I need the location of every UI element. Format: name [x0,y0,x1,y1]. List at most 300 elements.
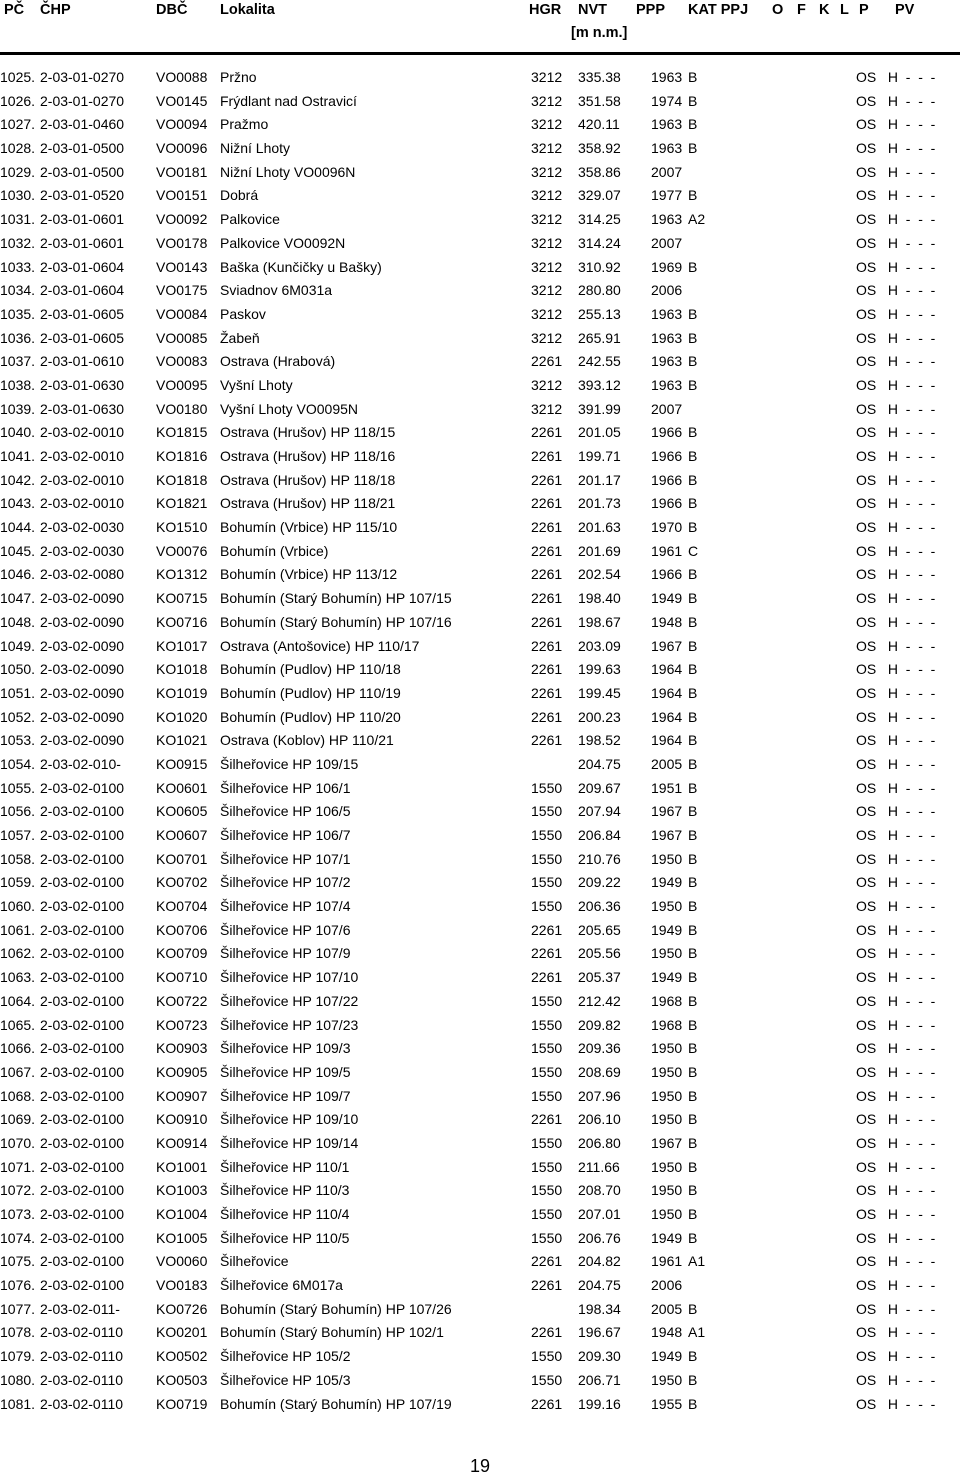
cell-ppp: 1967 [651,827,683,843]
cell-nvt: 329.07 [578,187,621,204]
cell-no: 1070. [0,1134,36,1151]
cell-hgr: 2261 [531,708,563,725]
cell-nvt: 205.37 [578,969,621,986]
cell-dbc: KO0503 [156,1371,208,1388]
cell-dbc: KO0907 [156,1087,208,1104]
cell-hgr: 2261 [531,353,563,370]
cell-lok: Šilheřovice 6M017a [220,1277,343,1294]
cell-lok: Bohumín (Pudlov) HP 110/18 [220,661,401,678]
cell-kat: B [688,1134,698,1151]
cell-nvt: 202.54 [578,566,621,583]
table-row [0,1298,960,1322]
cell-ofk: OS H - - - [856,282,936,299]
cell-lok: Bohumín (Starý Bohumín) HP 107/26 [220,1300,452,1317]
cell-ofk: OS H - - - [856,803,936,820]
cell-hgr: 2261 [531,566,563,583]
cell-ppp: 1948 [651,1324,683,1341]
cell-hgr: 2261 [531,495,563,512]
table-row [0,421,960,445]
cell-nvt: 265.91 [578,329,621,346]
cell-ofk: OS H - - - [856,495,936,512]
cell-lok: Šilheřovice HP 107/1 [220,850,351,867]
cell-hgr: 3212 [531,92,563,109]
cell-lok: Šilheřovice HP 110/3 [220,1182,350,1199]
cell-chp: 2-03-02-0100 [40,921,125,938]
cell-kat: B [688,1158,698,1175]
cell-dbc: KO0601 [156,779,208,796]
cell-ofk: OS H - - - [856,116,936,133]
cell-no: 1032. [0,234,36,251]
table-row [0,753,960,777]
cell-ppp: 1951 [651,779,683,796]
cell-hgr: 3212 [531,187,563,204]
cell-chp: 2-03-02-0010 [40,471,125,488]
cell-ofk: OS H - - - [856,566,936,583]
cell-nvt: 206.80 [578,1134,621,1151]
cell-ofk: OS H - - - [856,637,936,654]
cell-nvt: 391.99 [578,400,621,417]
cell-no: 1079. [0,1348,36,1365]
cell-ofk: OS H - - - [856,945,936,962]
cell-nvt: 201.63 [578,519,621,536]
cell-dbc: VO0094 [156,116,208,133]
cell-ppp: 1950 [651,945,683,962]
cell-nvt: 209.67 [578,779,621,796]
cell-hgr: 1550 [531,1016,563,1033]
cell-ppp: 1967 [651,803,683,820]
cell-hgr: 2261 [531,471,563,488]
cell-nvt: 198.52 [578,732,621,749]
cell-lok: Nižní Lhoty [220,140,291,157]
cell-nvt: 210.76 [578,850,621,867]
cell-kat: B [688,1395,698,1412]
cell-ofk: OS H - - - [856,1182,936,1199]
cell-ofk: OS H - - - [856,211,936,228]
cell-nvt: 209.22 [578,874,621,891]
cell-dbc: KO0715 [156,590,208,607]
cell-hgr: 3212 [531,400,563,417]
cell-nvt: 255.13 [578,305,621,322]
cell-no: 1076. [0,1277,36,1294]
table-row [0,1345,960,1369]
cell-ofk: OS H - - - [856,850,936,867]
cell-nvt: 206.71 [578,1371,621,1388]
col-header-nvt: NVT [578,2,607,18]
cell-chp: 2-03-02-0100 [40,1229,125,1246]
table-row [0,635,960,659]
cell-lok: Bohumín (Starý Bohumín) HP 102/1 [220,1324,444,1341]
cell-no: 1054. [0,755,36,772]
table-row [0,1321,960,1345]
table-row [0,1132,960,1156]
cell-ofk: OS H - - - [856,187,936,204]
table-row [0,848,960,872]
cell-ppp: 1949 [651,921,683,938]
table-row [0,303,960,327]
cell-dbc: VO0088 [156,69,208,85]
cell-ofk: OS H - - - [856,755,936,772]
cell-no: 1027. [0,116,36,133]
cell-ofk: OS H - - - [856,92,936,109]
col-header-nvt-unit: [m n.m.] [571,25,628,41]
cell-no: 1048. [0,613,36,630]
cell-ofk: OS H - - - [856,519,936,536]
cell-hgr: 3212 [531,140,563,157]
cell-chp: 2-03-02-0110 [40,1371,124,1388]
cell-nvt: 196.67 [578,1324,621,1341]
cell-ppp: 1963 [651,140,683,157]
cell-ofk: OS H - - - [856,1087,936,1104]
cell-lok: Šilheřovice HP 107/2 [220,874,351,891]
cell-lok: Bohumín (Vrbice) [220,542,329,559]
table-row [0,587,960,611]
cell-ofk: OS H - - - [856,258,936,275]
cell-lok: Bohumín (Starý Bohumín) HP 107/19 [220,1395,452,1412]
cell-kat: B [688,850,698,867]
cell-ofk: OS H - - - [856,1324,936,1341]
cell-no: 1050. [0,661,36,678]
cell-chp: 2-03-01-0605 [40,329,125,346]
cell-nvt: 206.84 [578,827,621,843]
cell-no: 1053. [0,732,36,749]
cell-hgr: 1550 [531,803,563,820]
cell-chp: 2-03-02-0100 [40,779,125,796]
cell-no: 1061. [0,921,36,938]
cell-hgr: 2261 [531,661,563,678]
cell-ppp: 1950 [651,1063,683,1080]
table-row [0,516,960,540]
cell-chp: 2-03-02-0100 [40,1277,125,1294]
cell-kat: B [688,116,698,133]
cell-nvt: 206.76 [578,1229,621,1246]
cell-ofk: OS H - - - [856,590,936,607]
cell-no: 1038. [0,376,36,393]
table-row [0,492,960,516]
cell-ofk: OS H - - - [856,234,936,251]
cell-ppp: 1964 [651,661,683,678]
col-header-lokalita: Lokalita [220,2,275,18]
cell-nvt: 208.69 [578,1063,621,1080]
cell-nvt: 204.75 [578,755,621,772]
table-row [0,824,960,848]
cell-hgr: 1550 [531,1229,563,1246]
cell-ofk: OS H - - - [856,732,936,749]
cell-dbc: KO1510 [156,519,208,536]
cell-chp: 2-03-01-0601 [40,234,125,251]
cell-ppp: 1950 [651,850,683,867]
cell-kat: B [688,637,698,654]
cell-hgr: 2261 [531,542,563,559]
cell-dbc: KO1815 [156,424,208,441]
cell-ppp: 2006 [651,1277,683,1294]
cell-dbc: KO0914 [156,1134,208,1151]
cell-chp: 2-03-02-0100 [40,1134,125,1151]
cell-kat: B [688,945,698,962]
table-row [0,777,960,801]
cell-chp: 2-03-01-0630 [40,400,125,417]
cell-dbc: KO1001 [156,1158,208,1175]
cell-nvt: 205.56 [578,945,621,962]
cell-dbc: VO0096 [156,140,208,157]
cell-ofk: OS H - - - [856,163,936,180]
cell-chp: 2-03-02-0090 [40,661,125,678]
cell-hgr: 2261 [531,1324,563,1341]
table-row [0,1085,960,1109]
cell-no: 1075. [0,1253,36,1270]
cell-lok: Žabeň [220,329,260,346]
cell-ofk: OS H - - - [856,921,936,938]
cell-dbc: KO0719 [156,1395,208,1412]
page-number: 19 [469,1456,491,1476]
cell-nvt: 200.23 [578,708,621,725]
cell-kat: B [688,1348,698,1365]
cell-no: 1074. [0,1229,36,1246]
cell-ppp: 1950 [651,1371,683,1388]
cell-dbc: KO0722 [156,992,208,1009]
cell-ppp: 1963 [651,329,683,346]
cell-ofk: OS H - - - [856,1348,936,1365]
cell-dbc: VO0076 [156,542,208,559]
cell-lok: Paskov [220,305,266,322]
cell-hgr: 1550 [531,827,563,843]
cell-hgr: 2261 [531,519,563,536]
cell-dbc: KO1312 [156,566,208,583]
cell-kat: B [688,1087,698,1104]
cell-dbc: KO1003 [156,1182,208,1199]
cell-nvt: 208.70 [578,1182,621,1199]
cell-lok: Šilheřovice HP 107/9 [220,945,351,962]
cell-chp: 2-03-01-0630 [40,376,125,393]
table-row [0,1014,960,1038]
cell-dbc: KO0915 [156,755,208,772]
cell-nvt: 198.67 [578,613,621,630]
cell-chp: 2-03-02-0110 [40,1324,124,1341]
cell-no: 1057. [0,827,36,843]
cell-nvt: 393.12 [578,376,621,393]
cell-chp: 2-03-02-0100 [40,803,125,820]
cell-hgr: 3212 [531,116,563,133]
cell-dbc: VO0175 [156,282,208,299]
cell-hgr: 1550 [531,1087,563,1104]
cell-hgr: 2261 [531,945,563,962]
cell-nvt: 198.40 [578,590,621,607]
cell-dbc: VO0151 [156,187,208,204]
cell-hgr: 2261 [531,1111,563,1128]
col-header-f: F [797,2,806,18]
cell-dbc: KO0903 [156,1040,208,1057]
cell-dbc: VO0145 [156,92,208,109]
cell-no: 1039. [0,400,36,417]
cell-dbc: VO0083 [156,353,208,370]
cell-chp: 2-03-02-0110 [40,1348,124,1365]
table-row [0,871,960,895]
cell-kat: B [688,566,698,583]
cell-lok: Šilheřovice HP 109/5 [220,1063,351,1080]
cell-no: 1056. [0,803,36,820]
cell-ofk: OS H - - - [856,448,936,464]
table-row [0,1061,960,1085]
cell-dbc: KO1017 [156,637,208,654]
cell-kat: B [688,187,698,204]
cell-dbc: KO0704 [156,898,208,915]
cell-kat: B [688,69,698,85]
cell-dbc: VO0092 [156,211,208,228]
cell-kat: B [688,376,698,393]
cell-ppp: 1966 [651,448,683,464]
table-row [0,942,960,966]
cell-lok: Šilheřovice HP 109/7 [220,1087,351,1104]
cell-ppp: 1949 [651,969,683,986]
cell-no: 1034. [0,282,36,299]
cell-chp: 2-03-02-011- [40,1300,120,1317]
cell-lok: Bohumín (Vrbice) HP 115/10 [220,519,398,536]
cell-chp: 2-03-02-010- [40,755,121,772]
cell-ofk: OS H - - - [856,1063,936,1080]
cell-chp: 2-03-02-0080 [40,566,125,583]
cell-chp: 2-03-01-0500 [40,140,125,157]
cell-chp: 2-03-02-0090 [40,590,125,607]
cell-lok: Šilheřovice HP 106/1 [220,779,351,796]
cell-chp: 2-03-02-0090 [40,732,125,749]
cell-kat: B [688,471,698,488]
cell-ofk: OS H - - - [856,1016,936,1033]
cell-no: 1069. [0,1111,36,1128]
cell-dbc: KO0201 [156,1324,208,1341]
table-row [0,919,960,943]
cell-kat: B [688,1040,698,1057]
cell-nvt: 205.65 [578,921,621,938]
cell-hgr: 2261 [531,921,563,938]
col-header-dbc: DBČ [156,2,188,18]
cell-no: 1031. [0,211,36,228]
cell-ofk: OS H - - - [856,329,936,346]
cell-chp: 2-03-02-0100 [40,1253,125,1270]
cell-hgr: 3212 [531,258,563,275]
cell-kat: B [688,258,698,275]
cell-ofk: OS H - - - [856,69,936,85]
cell-ppp: 1949 [651,1348,683,1365]
table-row [0,350,960,374]
cell-lok: Bohumín (Starý Bohumín) HP 107/16 [220,613,452,630]
cell-no: 1036. [0,329,36,346]
cell-hgr: 3212 [531,329,563,346]
cell-nvt: 199.63 [578,661,621,678]
cell-no: 1040. [0,424,36,441]
cell-dbc: VO0143 [156,258,208,275]
cell-hgr: 2261 [531,1395,563,1412]
cell-kat: B [688,353,698,370]
cell-lok: Šilheřovice HP 109/3 [220,1040,351,1057]
cell-ppp: 2007 [651,163,683,180]
cell-no: 1060. [0,898,36,915]
cell-lok: Ostrava (Hrušov) HP 118/16 [220,448,396,464]
table-row [0,279,960,303]
cell-dbc: KO0716 [156,613,208,630]
cell-lok: Šilheřovice HP 106/5 [220,803,351,820]
cell-nvt: 204.75 [578,1277,621,1294]
cell-lok: Pražmo [220,116,269,133]
cell-ofk: OS H - - - [856,898,936,915]
cell-ppp: 1949 [651,874,683,891]
table-row [0,184,960,208]
table-row [0,540,960,564]
cell-ppp: 1950 [651,1040,683,1057]
cell-lok: Ostrava (Antošovice) HP 110/17 [220,637,420,654]
cell-kat: B [688,140,698,157]
cell-chp: 2-03-02-0100 [40,827,125,843]
cell-hgr: 1550 [531,1371,563,1388]
cell-hgr: 1550 [531,1134,563,1151]
cell-nvt: 204.82 [578,1253,621,1270]
cell-lok: Dobrá [220,187,259,204]
cell-ofk: OS H - - - [856,424,936,441]
cell-kat: B [688,874,698,891]
cell-hgr: 1550 [531,898,563,915]
cell-lok: Palkovice VO0092N [220,234,346,251]
cell-dbc: KO0710 [156,969,208,986]
table-row [0,563,960,587]
cell-no: 1045. [0,542,36,559]
cell-ofk: OS H - - - [856,400,936,417]
cell-lok: Šilheřovice HP 110/5 [220,1229,350,1246]
cell-kat: B [688,92,698,109]
table-row [0,161,960,185]
cell-lok: Baška (Kunčičky u Bašky) [220,258,382,275]
cell-dbc: KO0702 [156,874,208,891]
col-header-pc: PČ [4,2,25,18]
cell-chp: 2-03-01-0270 [40,92,125,109]
cell-hgr: 1550 [531,1206,563,1222]
cell-dbc: KO0723 [156,1016,208,1033]
cell-ofk: OS H - - - [856,779,936,796]
cell-chp: 2-03-01-0610 [40,353,125,370]
cell-ppp: 1969 [651,258,683,275]
cell-chp: 2-03-02-0100 [40,898,125,915]
cell-ppp: 1950 [651,1111,683,1128]
cell-dbc: KO1021 [156,732,208,749]
cell-kat: B [688,779,698,796]
cell-ofk: OS H - - - [856,1040,936,1057]
cell-lok: Ostrava (Hrušov) HP 118/15 [220,424,396,441]
cell-dbc: KO1818 [156,471,208,488]
cell-no: 1028. [0,140,36,157]
cell-no: 1030. [0,187,36,204]
cell-dbc: KO0726 [156,1300,208,1317]
cell-lok: Ostrava (Hrušov) HP 118/21 [220,495,396,512]
cell-dbc: VO0085 [156,329,208,346]
cell-nvt: 314.24 [578,234,621,251]
cell-no: 1029. [0,163,36,180]
cell-kat: A1 [688,1253,706,1270]
cell-no: 1033. [0,258,36,275]
table-row [0,1037,960,1061]
cell-chp: 2-03-02-0010 [40,495,125,512]
cell-nvt: 199.45 [578,684,621,701]
cell-ofk: OS H - - - [856,1371,936,1388]
cell-ofk: OS H - - - [856,613,936,630]
cell-ppp: 1974 [651,92,683,109]
cell-no: 1077. [0,1300,36,1317]
table-row [0,469,960,493]
cell-lok: Šilheřovice HP 107/10 [220,969,359,986]
cell-no: 1025. [0,69,36,85]
cell-chp: 2-03-02-0100 [40,874,125,891]
table-row [0,327,960,351]
cell-hgr: 1550 [531,1063,563,1080]
cell-no: 1052. [0,708,36,725]
cell-hgr: 3212 [531,69,563,85]
table-row [0,966,960,990]
